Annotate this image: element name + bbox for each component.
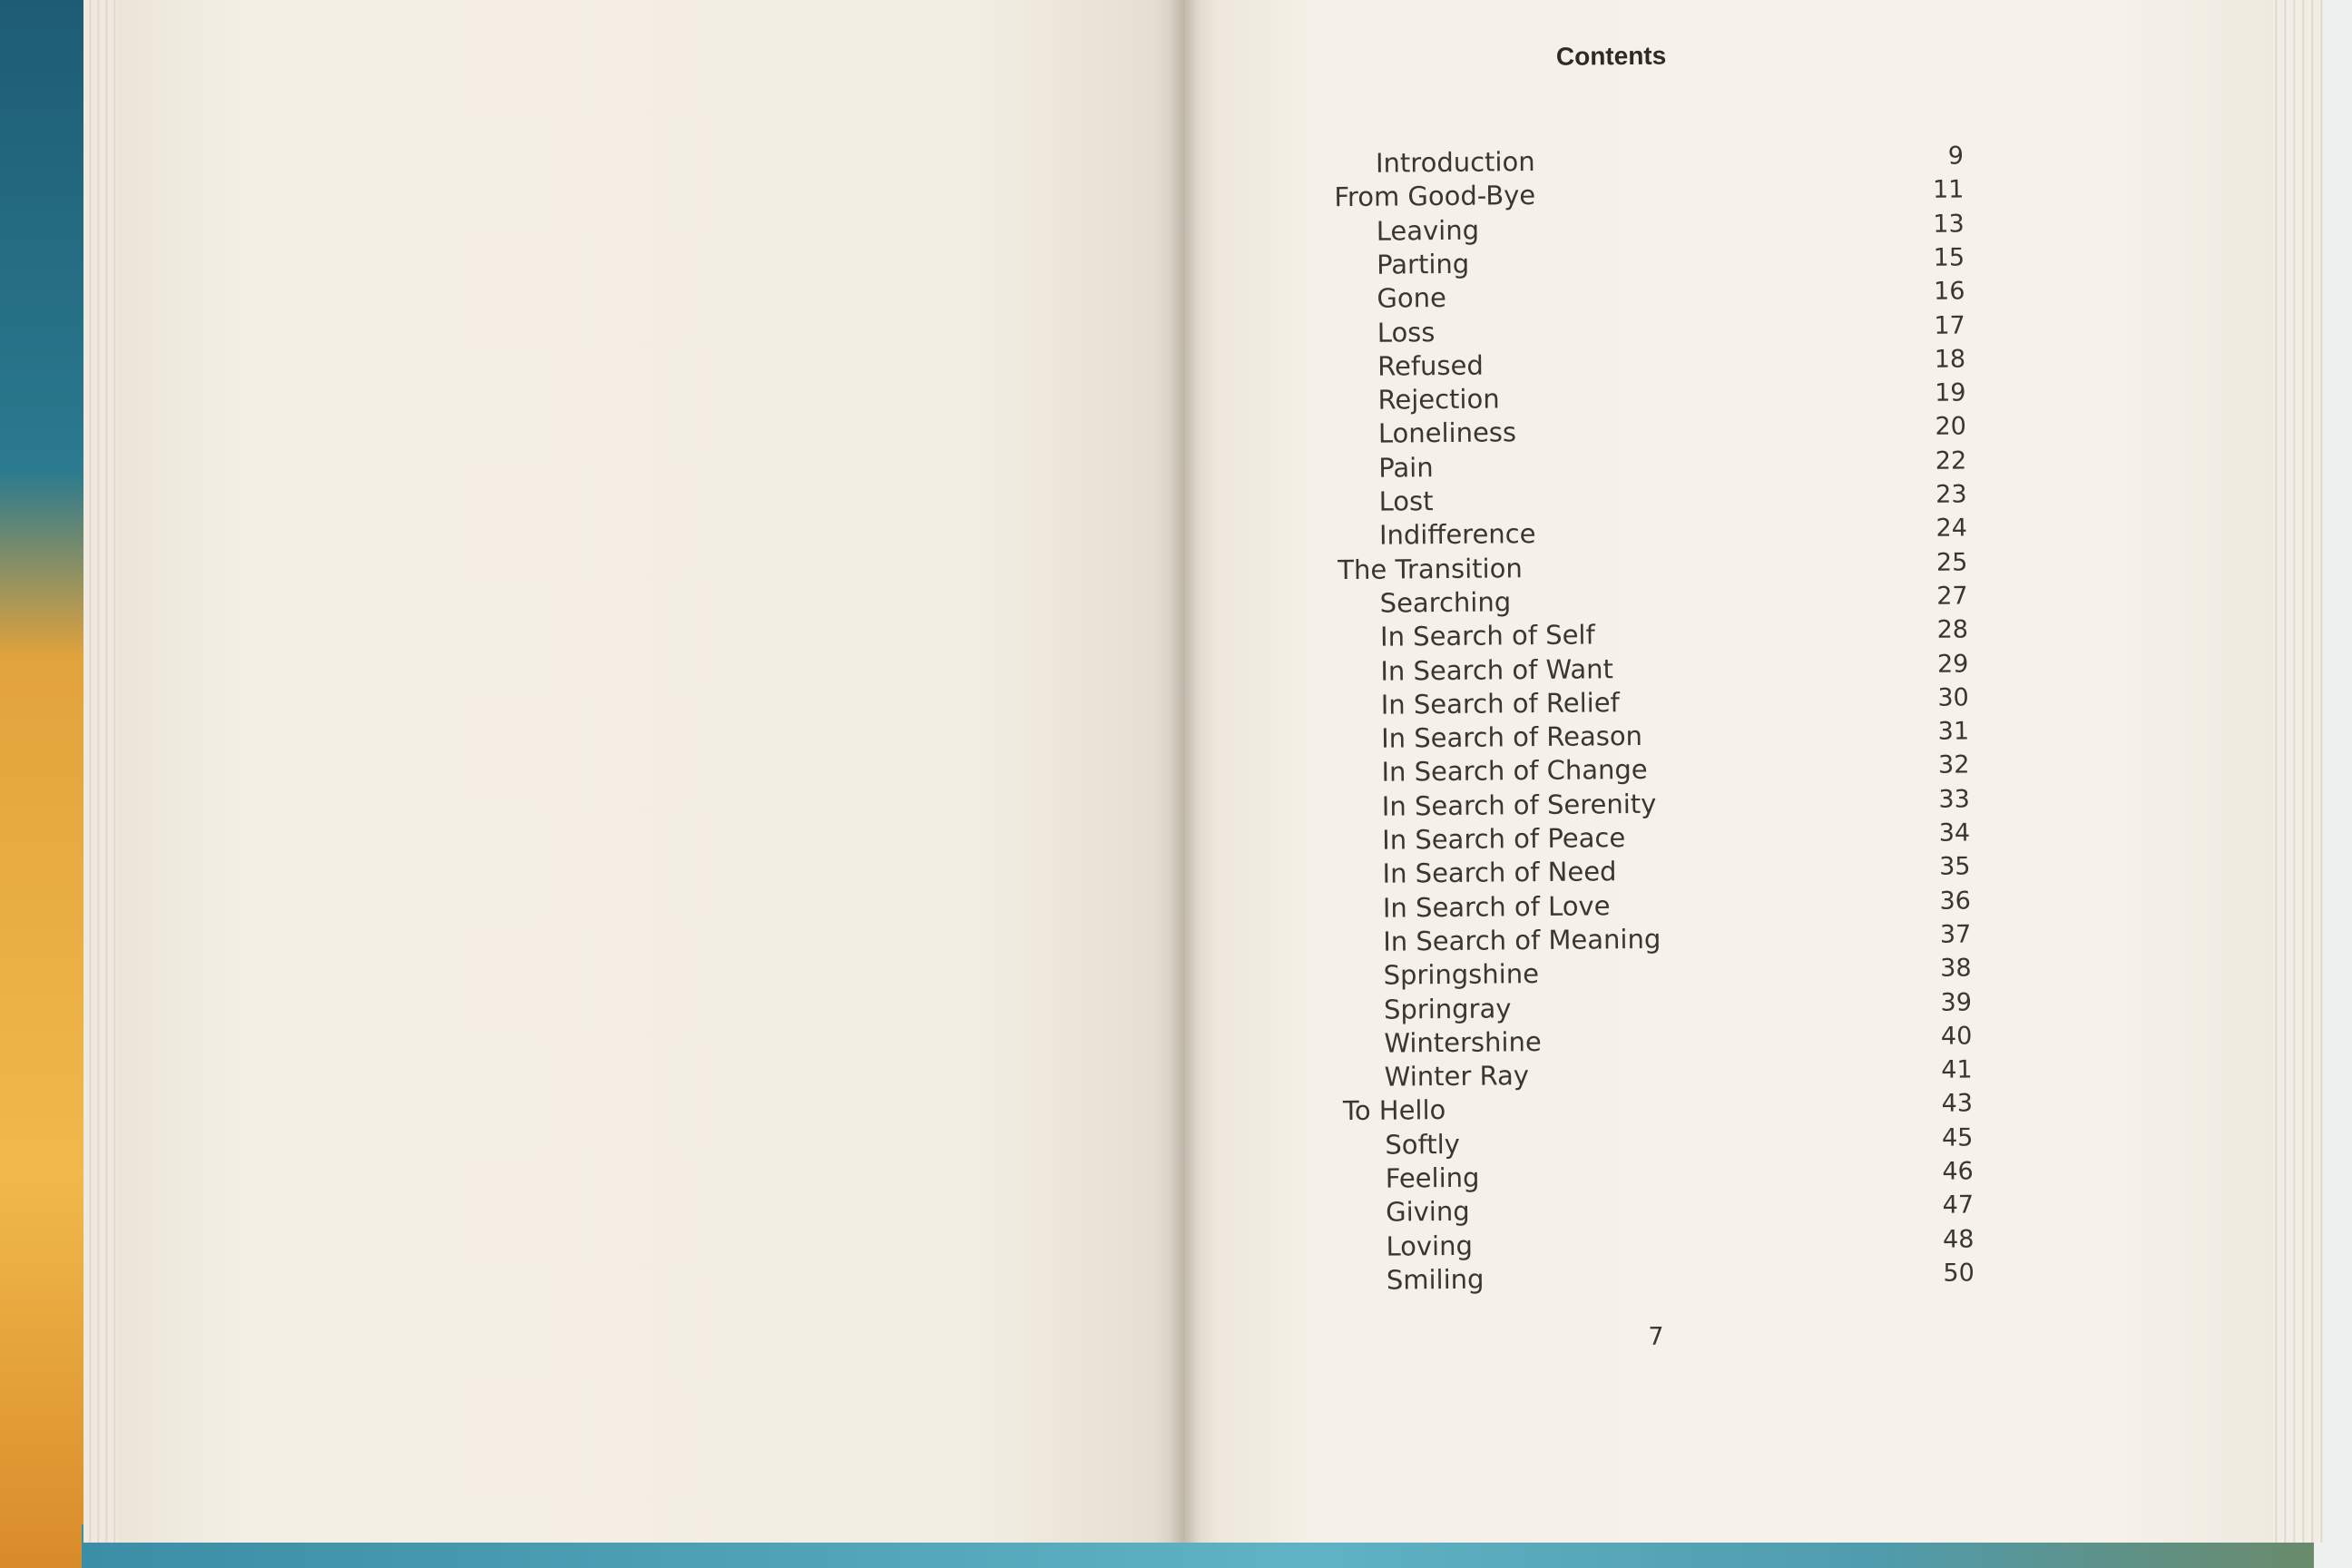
- toc-entry-page: 36: [1939, 887, 1972, 916]
- toc-entry-page: 16: [1933, 277, 1965, 306]
- toc-entry-title: Parting: [1376, 248, 1470, 280]
- toc-entry-title: Feeling: [1385, 1161, 1480, 1194]
- toc-entry-title: In Search of Want: [1380, 652, 1614, 687]
- toc-entry-page: 43: [1941, 1089, 1974, 1119]
- toc-entry-title: Leaving: [1376, 214, 1480, 247]
- toc-entry-title: In Search of Relief: [1380, 686, 1620, 720]
- toc-entry-page: 35: [1939, 852, 1971, 882]
- toc-entry-page: 13: [1933, 210, 1965, 239]
- toc-entry-page: 9: [1947, 142, 1965, 171]
- toc-entry-title: In Search of Peace: [1382, 822, 1626, 856]
- toc-entry-page: 39: [1940, 987, 1973, 1017]
- toc-entry-page: 17: [1934, 310, 1965, 340]
- toc-entry-title: Loss: [1377, 316, 1436, 348]
- toc-entry-page: 28: [1936, 615, 1969, 644]
- toc-entry-page: 33: [1938, 785, 1970, 814]
- toc-entry-page: 47: [1942, 1191, 1975, 1220]
- toc-entry-page: 15: [1933, 243, 1965, 272]
- contents-heading: Contents: [1555, 41, 1667, 71]
- toc-entry-title: In Search of Reason: [1380, 720, 1643, 754]
- toc-entry-title: From Good-Bye: [1334, 180, 1536, 213]
- toc-entry-title: Winter Ray: [1384, 1060, 1530, 1093]
- toc-entry-page: 11: [1932, 175, 1965, 205]
- toc-entry-page: 22: [1935, 446, 1967, 475]
- toc-entry-page: 24: [1936, 514, 1968, 544]
- toc-entry-title: Loving: [1386, 1230, 1474, 1262]
- toc-entry-page: 23: [1936, 480, 1967, 509]
- toc-entry-title: Rejection: [1377, 383, 1500, 416]
- toc-entry-page: 37: [1939, 920, 1972, 949]
- toc-entry-page: 50: [1943, 1259, 1975, 1288]
- toc-entry-title: Springshine: [1383, 958, 1540, 991]
- toc-entry-title: Indifference: [1378, 518, 1536, 551]
- toc-entry-title: To Hello: [1342, 1094, 1446, 1127]
- toc-entry-title: In Search of Self: [1379, 619, 1595, 652]
- toc-entry-title: Introduction: [1375, 146, 1535, 179]
- toc-entry-page: 38: [1940, 954, 1972, 983]
- toc-entry-page: 40: [1940, 1022, 1973, 1051]
- toc-entry-title: The Transition: [1338, 552, 1523, 585]
- toc-entry-title: Springray: [1383, 992, 1512, 1025]
- toc-entry-page: 27: [1936, 582, 1968, 611]
- toc-entry-title: In Search of Change: [1381, 754, 1648, 789]
- toc-entry-page: 18: [1934, 345, 1966, 374]
- toc-entry-page: 20: [1935, 412, 1967, 442]
- toc-entry-title: Searching: [1379, 586, 1512, 619]
- toc-entry-title: Smiling: [1386, 1263, 1485, 1296]
- toc-entry-page: 25: [1936, 548, 1968, 577]
- toc-entry-title: Wintershine: [1384, 1025, 1542, 1059]
- toc-entry-title: Pain: [1378, 451, 1434, 484]
- toc-entry-page: 31: [1937, 717, 1970, 746]
- toc-entry-page: 19: [1934, 378, 1966, 407]
- toc-entry-title: Giving: [1385, 1196, 1470, 1228]
- toc-entry-page: 29: [1936, 649, 1969, 679]
- toc-entry-title: Gone: [1377, 282, 1447, 314]
- toc-entry-page: 41: [1941, 1055, 1973, 1084]
- toc-entry-title: Softly: [1385, 1128, 1461, 1161]
- toc-entry-page: 48: [1942, 1225, 1975, 1254]
- toc-entry-title: In Search of Serenity: [1381, 788, 1657, 822]
- toc-entry-title: In Search of Love: [1382, 889, 1611, 924]
- toc-entry-page: 34: [1938, 818, 1971, 848]
- toc-entry-title: In Search of Need: [1382, 856, 1617, 889]
- toc-entry-title: Loneliness: [1377, 416, 1517, 450]
- toc-entry-page: 32: [1937, 750, 1970, 780]
- toc-entry-title: Lost: [1378, 485, 1434, 517]
- toc-entry-title: In Search of Meaning: [1383, 923, 1661, 957]
- toc-entry-page: 46: [1942, 1157, 1974, 1186]
- toc-entry-page: 30: [1937, 683, 1969, 712]
- toc-entry-page: 45: [1941, 1123, 1974, 1152]
- toc-entry-title: Refused: [1377, 349, 1484, 382]
- page-number: 7: [1648, 1322, 1664, 1351]
